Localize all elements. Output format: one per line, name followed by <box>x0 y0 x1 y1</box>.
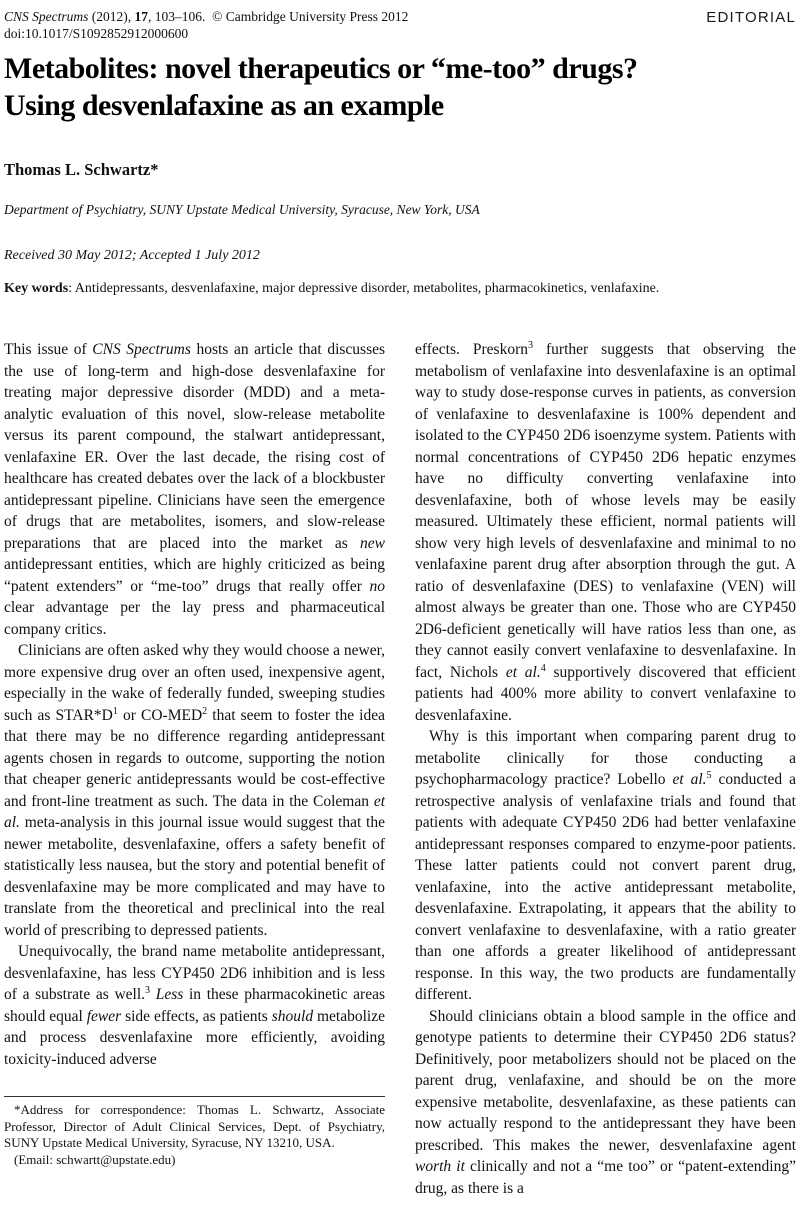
right-column <box>415 339 796 1199</box>
journal-citation: CNS Spectrums (2012), 17, 103–106. © Cambridge University Press 2012 <box>4 9 409 24</box>
keywords-label: Key words <box>4 281 69 296</box>
footnote-rule <box>4 1096 385 1097</box>
correspondence-address: *Address for correspondence: Thomas L. Schwartz, Associate Professor, Director of Adult Clinical Services, Dept. of Psychiatry, SUNY Upstate Medical University, Syracuse, NY 13210, USA. <box>4 1102 385 1150</box>
article-body <box>4 339 796 1199</box>
paragraph: effects. Preskorn$^3$ further suggests that observing the metabolism of venlafaxine into desvenlafaxine is an optimal way to study dose-response curves in patients, as conversion of venlafaxine to desvenlafaxine is 100% dependent and isolated to the CYP450 2D6 isoenzyme system. Patients with normal concentrations of CYP450 2D6 hepatic enzymes have no difficulty converting venlafaxine into desvenlafaxine, both of whose levels may be easily measured. Ultimately these efficient, normal patients will show very high levels of desvenlafaxine and minimal to no venlafaxine parent drug after absorption through the gut. A ratio of desvenlafaxine (DES) to venlafaxine (VEN) will almost always be greater than one. Those who are CYP450 2D6-deficient genetically will have ratios less than one, as they cannot easily convert venlafaxine to desvenlafaxine. In fact, Nichols et al.$^4$ supportively discovered that efficient patients had 400% more ability to convert venlafaxine to desvenlafaxine. <box>415 339 796 724</box>
paragraph: This issue of CNS Spectrums hosts an article that discusses the use of long-term and high-dose desvenlafaxine for treating major depressive disorder (MDD) and a meta-analytic evaluation of this novel, slow-release metabolite versus its parent compound, the stalwart antidepressant, venlafaxine ER. Over the last decade, the rising cost of healthcare has created debates over the lack of a blockbuster antidepressant pipeline. Clinicians have seen the emergence of drugs that are metabolites, isomers, and slow-release preparations that are placed into the market as new antidepressant entities, which are highly criticized as being “patent extenders” or “me-too” drugs that really offer no clear advantage per the lay press and pharmaceutical company critics. <box>4 341 386 638</box>
journal-citation-block <box>4 8 408 42</box>
article-title-line1: Metabolites: novel therapeutics or “me-too” drugs? <box>4 52 638 85</box>
keywords-text: : Antidepressants, desvenlafaxine, major depressive disorder, metabolites, pharmacokinetics, venlafaxine. <box>68 281 660 296</box>
correspondence-footnote <box>4 1096 385 1168</box>
paragraph: Why is this important when comparing parent drug to metabolite clinically for those conducting a psychopharmacology practice? Lobello et al.$^5$ conducted a retrospective analysis of venlafaxine trials and found that patients with adequate CYP450 2D6 had better venlafaxine antidepressant responses compared to enzyme-poor patients. These latter patients could not convert parent drug, venlafaxine, into the active antidepressant metabolite, desvenlafaxine. Extrapolating, it appears that the ability to convert venlafaxine to desvenlafaxine, with a ratio greater than one affords a greater likelihood of antidepressant response. In this way, the two products are fundamentally different. <box>415 728 796 1003</box>
paragraph: Unequivocally, the brand name metabolite antidepressant, desvenlafaxine, has less CYP450 2D6 inhibition and is less of a substrate as well.$^3$ Less in these pharmacokinetic areas should equal fewer side effects, as patients should metabolize and process desvenlafaxine more efficiently, avoiding toxicity-induced adverse <box>4 943 385 1068</box>
left-column <box>4 339 385 1199</box>
doi: doi:10.1017/S1092852912000600 <box>4 26 189 41</box>
article-title <box>4 50 796 124</box>
author-affiliation: Department of Psychiatry, SUNY Upstate Medical University, Syracuse, New York, USA <box>4 202 480 217</box>
author-name: Thomas L. Schwartz* <box>4 160 159 179</box>
section-label: EDITORIAL <box>706 9 796 26</box>
received-accepted-dates: Received 30 May 2012; Accepted 1 July 2012 <box>4 248 260 263</box>
paragraph: Should clinicians obtain a blood sample in the office and genotype patients to determine their CYP450 2D6 status? Definitively, poor metabolizers should not be placed on the parent drug, venlafaxine, and should be on the more expensive metabolite, desvenlafaxine, as these patients can now actually respond to the antidepressant they have been prescribed. This makes the newer, desvenlafaxine agent worth it clinically and not a “me too” or “patent-extending” drug, as there is a <box>415 1007 796 1197</box>
correspondence-email: (Email: schwartt@upstate.edu) <box>14 1151 176 1167</box>
masthead <box>4 8 796 42</box>
keywords-line <box>4 281 796 297</box>
paragraph: Clinicians are often asked why they would choose a newer, more expensive drug over an often used, inexpensive agent, especially in the wake of federally funded, sweeping studies such as $STAR*D^1$ or CO-MED$^2$ that seem to foster the idea that there may be no difference regarding antidepressant agents chosen in regards to outcome, supporting the notion that cheaper generic antidepressants would be cost-effective and front-line treatment as such. The data in the Coleman et al. meta-analysis in this journal issue would suggest that the newer metabolite, desvenlafaxine, offers a safety benefit of statistically less nausea, but the story and potential benefit of desvenlafaxine may be more complicated and may have to translate from the theoretical and preclinical into the real world of prescribing to depressed patients. <box>4 642 385 939</box>
article-title-line2: Using desvenlafaxine as an example <box>4 89 444 122</box>
